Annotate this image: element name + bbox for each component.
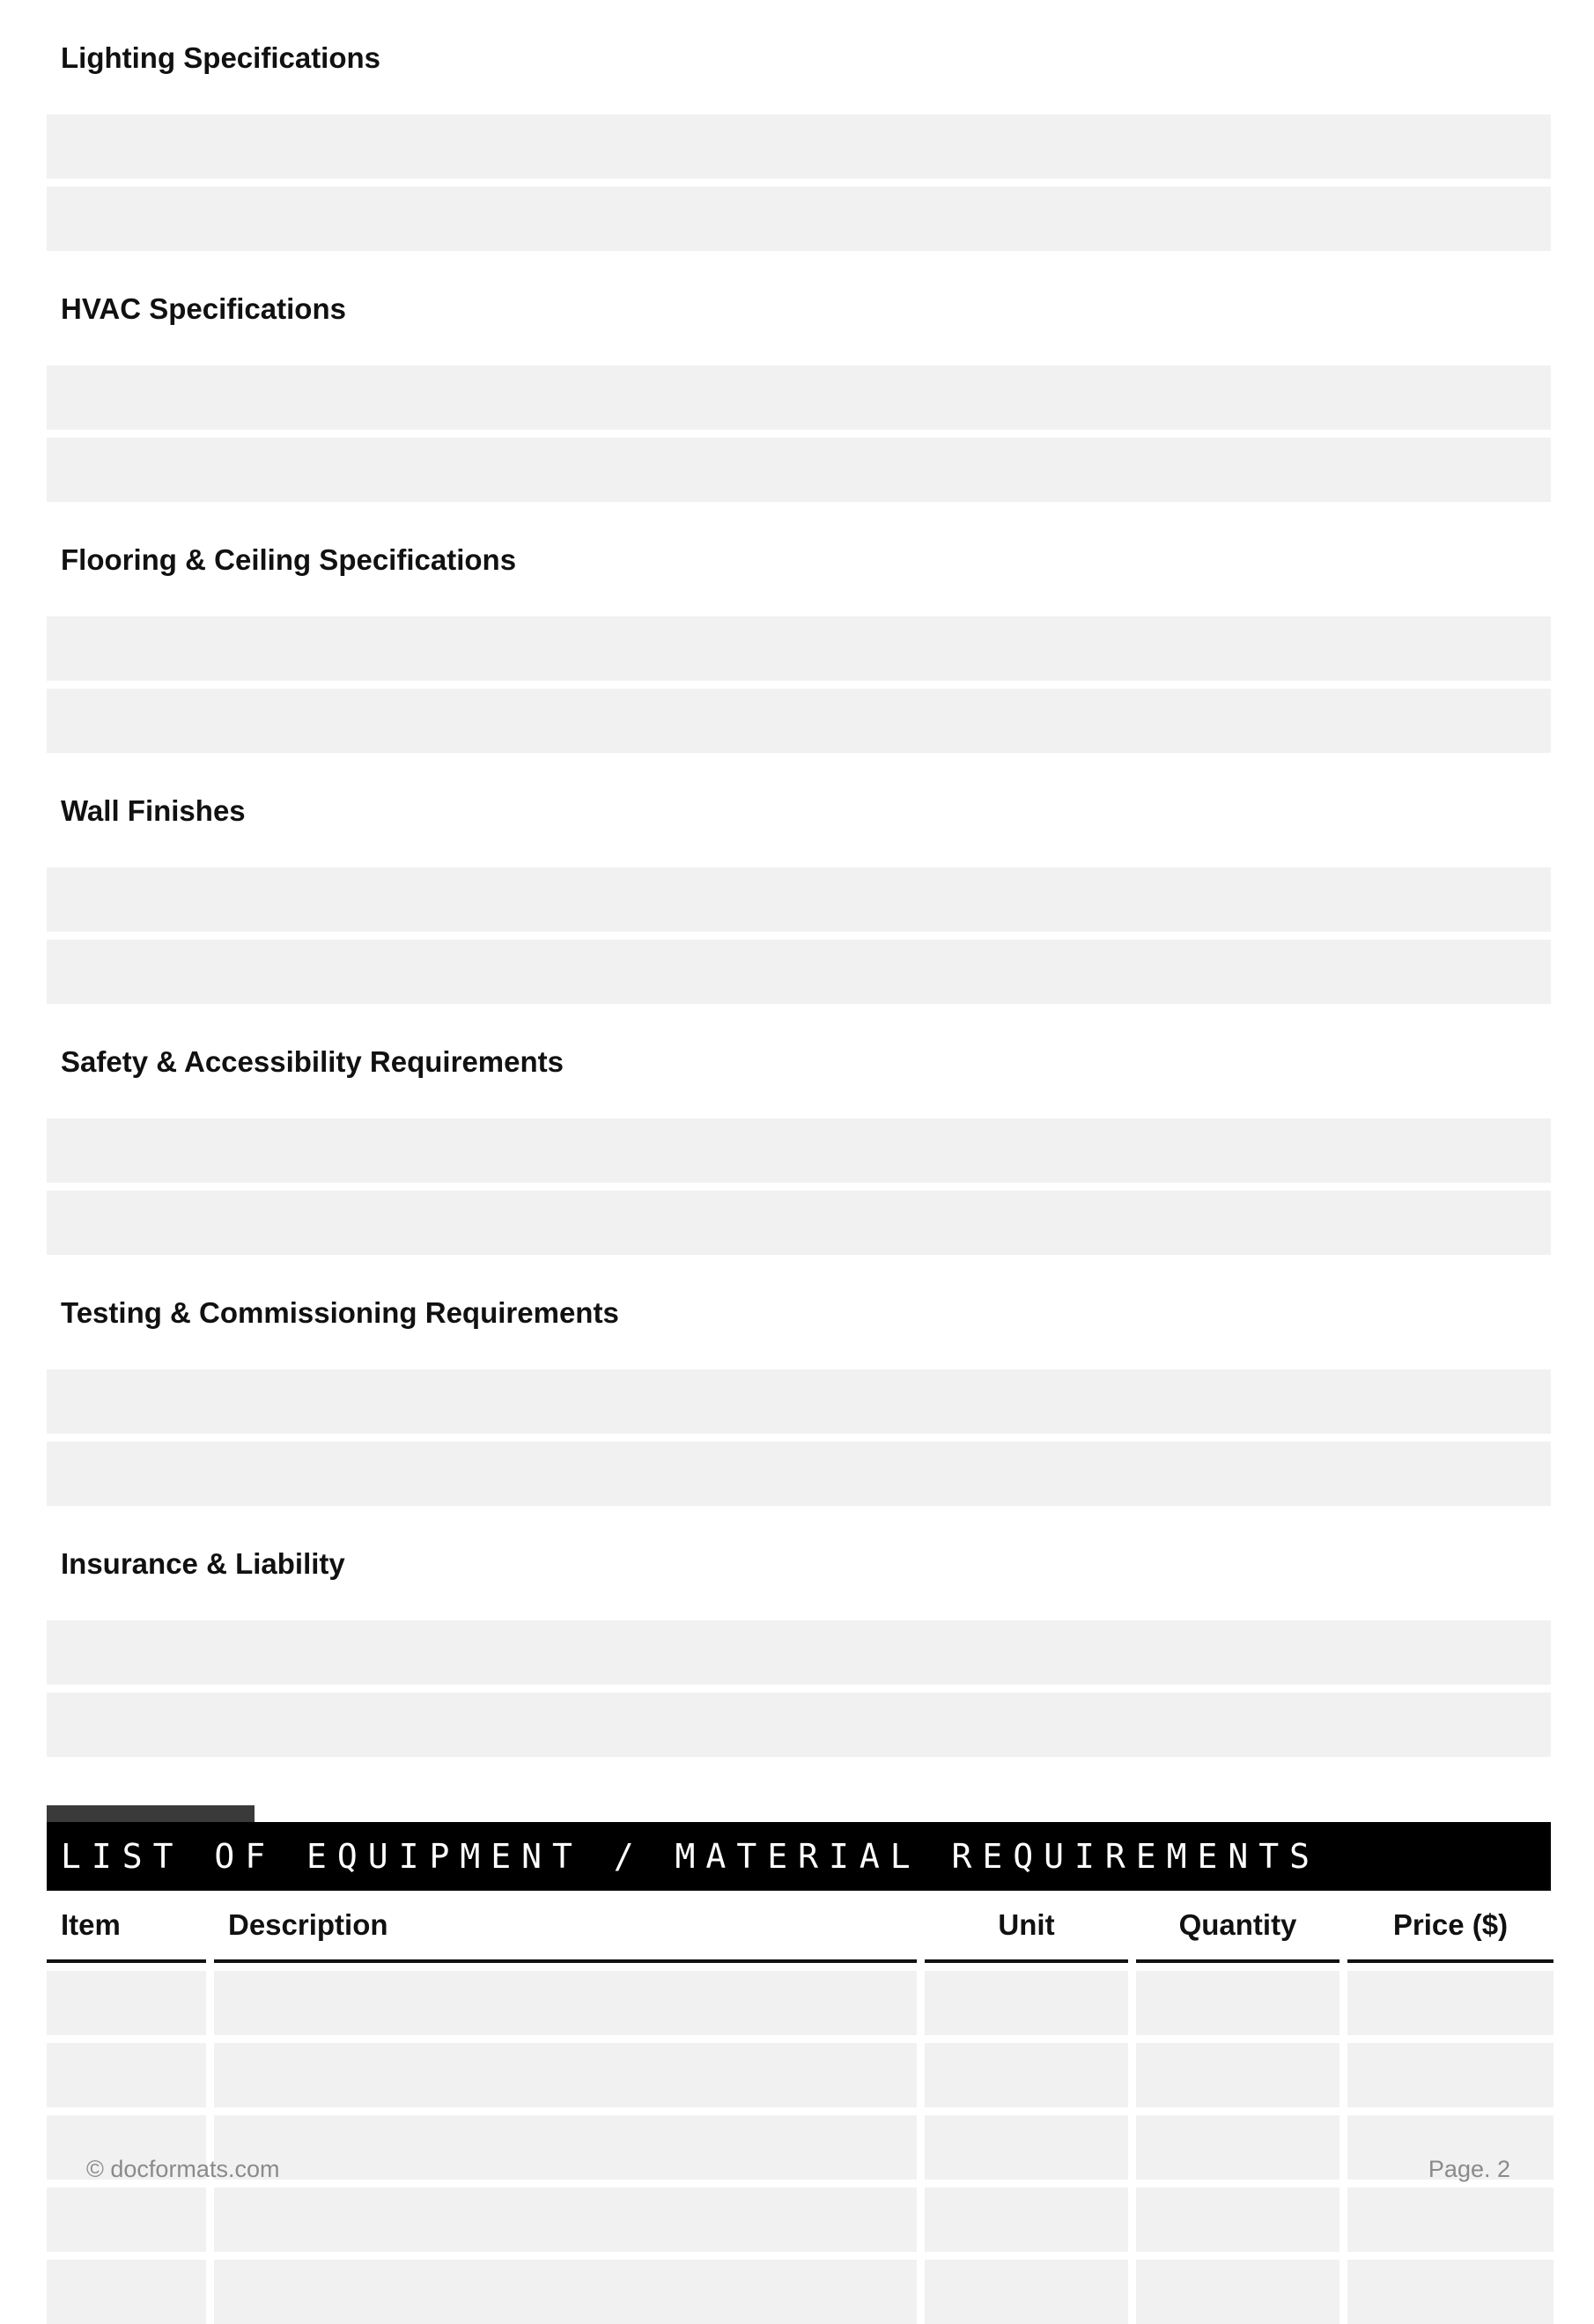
table-row	[47, 2188, 1551, 2252]
section-label: Flooring & Ceiling Specifications	[61, 542, 517, 576]
unit-cell[interactable]	[925, 1971, 1128, 2035]
description-cell[interactable]	[214, 2260, 917, 2324]
column-header-item: Item	[47, 1891, 206, 1963]
price-cell[interactable]	[1347, 2188, 1553, 2252]
text-field[interactable]	[47, 689, 1551, 753]
text-field[interactable]	[47, 867, 1551, 932]
description-cell[interactable]	[214, 2043, 917, 2107]
text-field[interactable]	[47, 365, 1551, 430]
table-row	[47, 2043, 1551, 2107]
footer-page-number: Page. 2	[1428, 2156, 1510, 2182]
item-cell[interactable]	[47, 2188, 206, 2252]
unit-cell[interactable]	[925, 2260, 1128, 2324]
text-field[interactable]	[47, 187, 1551, 251]
section-label: Lighting Specifications	[61, 41, 381, 74]
section-label: Testing & Commissioning Requirements	[61, 1295, 619, 1329]
price-cell[interactable]	[1347, 2260, 1553, 2324]
text-field[interactable]	[47, 940, 1551, 1004]
quantity-cell[interactable]	[1136, 1971, 1339, 2035]
section-lighting	[47, 0, 1551, 251]
section-safety-accessibility	[47, 1004, 1551, 1255]
document-page	[47, 0, 1551, 2324]
item-cell[interactable]	[47, 2043, 206, 2107]
quantity-cell[interactable]	[1136, 2188, 1339, 2252]
price-cell[interactable]	[1347, 1971, 1553, 2035]
text-field[interactable]	[47, 1191, 1551, 1255]
text-field[interactable]	[47, 114, 1551, 179]
table-row	[47, 1971, 1551, 2035]
section-label: Safety & Accessibility Requirements	[61, 1044, 564, 1078]
text-field[interactable]	[47, 1620, 1551, 1685]
price-cell[interactable]	[1347, 2043, 1553, 2107]
section-testing-commissioning	[47, 1255, 1551, 1506]
text-field[interactable]	[47, 1118, 1551, 1183]
quantity-cell[interactable]	[1136, 2043, 1339, 2107]
equipment-section	[47, 1805, 1551, 2324]
unit-cell[interactable]	[925, 2188, 1128, 2252]
equipment-banner-title: LIST OF EQUIPMENT / MATERIAL REQUIREMENTS	[47, 1822, 1551, 1891]
page-footer	[86, 2156, 1510, 2183]
column-header-unit: Unit	[925, 1891, 1128, 1963]
text-field[interactable]	[47, 1442, 1551, 1506]
section-label: HVAC Specifications	[61, 291, 346, 325]
column-header-price: Price ($)	[1347, 1891, 1553, 1963]
section-flooring-ceiling	[47, 502, 1551, 753]
column-header-quantity: Quantity	[1136, 1891, 1339, 1963]
section-hvac	[47, 251, 1551, 502]
text-field[interactable]	[47, 1693, 1551, 1757]
column-header-description: Description	[214, 1891, 917, 1963]
item-cell[interactable]	[47, 2260, 206, 2324]
description-cell[interactable]	[214, 1971, 917, 2035]
text-field[interactable]	[47, 438, 1551, 502]
equipment-table	[47, 1891, 1551, 2324]
footer-copyright: © docformats.com	[86, 2156, 280, 2182]
section-label: Insurance & Liability	[61, 1546, 345, 1580]
quantity-cell[interactable]	[1136, 2260, 1339, 2324]
banner-tab-accent	[47, 1805, 255, 1822]
description-cell[interactable]	[214, 2188, 917, 2252]
unit-cell[interactable]	[925, 2043, 1128, 2107]
section-insurance-liability	[47, 1506, 1551, 1757]
text-field[interactable]	[47, 1369, 1551, 1434]
section-wall-finishes	[47, 753, 1551, 1004]
item-cell[interactable]	[47, 1971, 206, 2035]
section-label: Wall Finishes	[61, 793, 246, 827]
table-header-row	[47, 1891, 1551, 1963]
table-row	[47, 2260, 1551, 2324]
text-field[interactable]	[47, 616, 1551, 681]
